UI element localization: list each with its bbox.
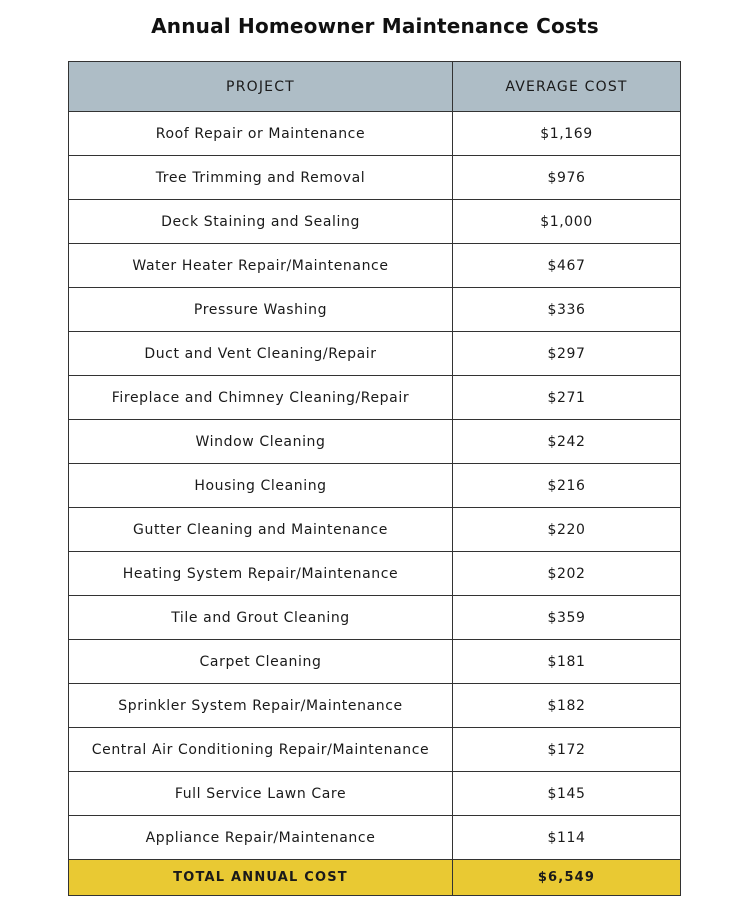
cost-cell: $220 (453, 508, 681, 552)
table-row (69, 332, 681, 376)
cost-cell: $182 (453, 684, 681, 728)
cost-cell: $145 (453, 772, 681, 816)
project-cell: Heating System Repair/Maintenance (69, 552, 453, 596)
project-cell: Window Cleaning (69, 420, 453, 464)
column-header-cost: AVERAGE COST (453, 62, 681, 112)
cost-cell: $271 (453, 376, 681, 420)
cost-cell: $172 (453, 728, 681, 772)
project-cell: Fireplace and Chimney Cleaning/Repair (69, 376, 453, 420)
table-header-row (69, 62, 681, 112)
project-cell: Central Air Conditioning Repair/Maintenance (69, 728, 453, 772)
table-row (69, 244, 681, 288)
cost-cell: $1,000 (453, 200, 681, 244)
table-row (69, 112, 681, 156)
cost-cell: $216 (453, 464, 681, 508)
project-cell: Carpet Cleaning (69, 640, 453, 684)
table-row (69, 376, 681, 420)
table-row (69, 552, 681, 596)
table-row (69, 420, 681, 464)
cost-cell: $297 (453, 332, 681, 376)
table-row (69, 156, 681, 200)
project-cell: Tile and Grout Cleaning (69, 596, 453, 640)
project-cell: Deck Staining and Sealing (69, 200, 453, 244)
cost-cell: $242 (453, 420, 681, 464)
cost-cell: $181 (453, 640, 681, 684)
table-row (69, 288, 681, 332)
table-row (69, 508, 681, 552)
table-row (69, 772, 681, 816)
cost-cell: $359 (453, 596, 681, 640)
table-row (69, 816, 681, 860)
project-cell: Pressure Washing (69, 288, 453, 332)
cost-cell: $202 (453, 552, 681, 596)
table-row (69, 684, 681, 728)
page-title: Annual Homeowner Maintenance Costs (151, 14, 599, 38)
column-header-project: PROJECT (69, 62, 453, 112)
total-label: TOTAL ANNUAL COST (69, 860, 453, 896)
project-cell: Roof Repair or Maintenance (69, 112, 453, 156)
project-cell: Water Heater Repair/Maintenance (69, 244, 453, 288)
cost-cell: $114 (453, 816, 681, 860)
total-row (69, 860, 681, 896)
table-row (69, 728, 681, 772)
table-row (69, 640, 681, 684)
table-row (69, 596, 681, 640)
project-cell: Full Service Lawn Care (69, 772, 453, 816)
maintenance-costs-table (68, 61, 681, 896)
project-cell: Housing Cleaning (69, 464, 453, 508)
table-row (69, 464, 681, 508)
project-cell: Tree Trimming and Removal (69, 156, 453, 200)
cost-cell: $976 (453, 156, 681, 200)
project-cell: Duct and Vent Cleaning/Repair (69, 332, 453, 376)
project-cell: Sprinkler System Repair/Maintenance (69, 684, 453, 728)
project-cell: Appliance Repair/Maintenance (69, 816, 453, 860)
cost-cell: $1,169 (453, 112, 681, 156)
table-row (69, 200, 681, 244)
project-cell: Gutter Cleaning and Maintenance (69, 508, 453, 552)
cost-cell: $336 (453, 288, 681, 332)
total-value: $6,549 (453, 860, 681, 896)
cost-cell: $467 (453, 244, 681, 288)
